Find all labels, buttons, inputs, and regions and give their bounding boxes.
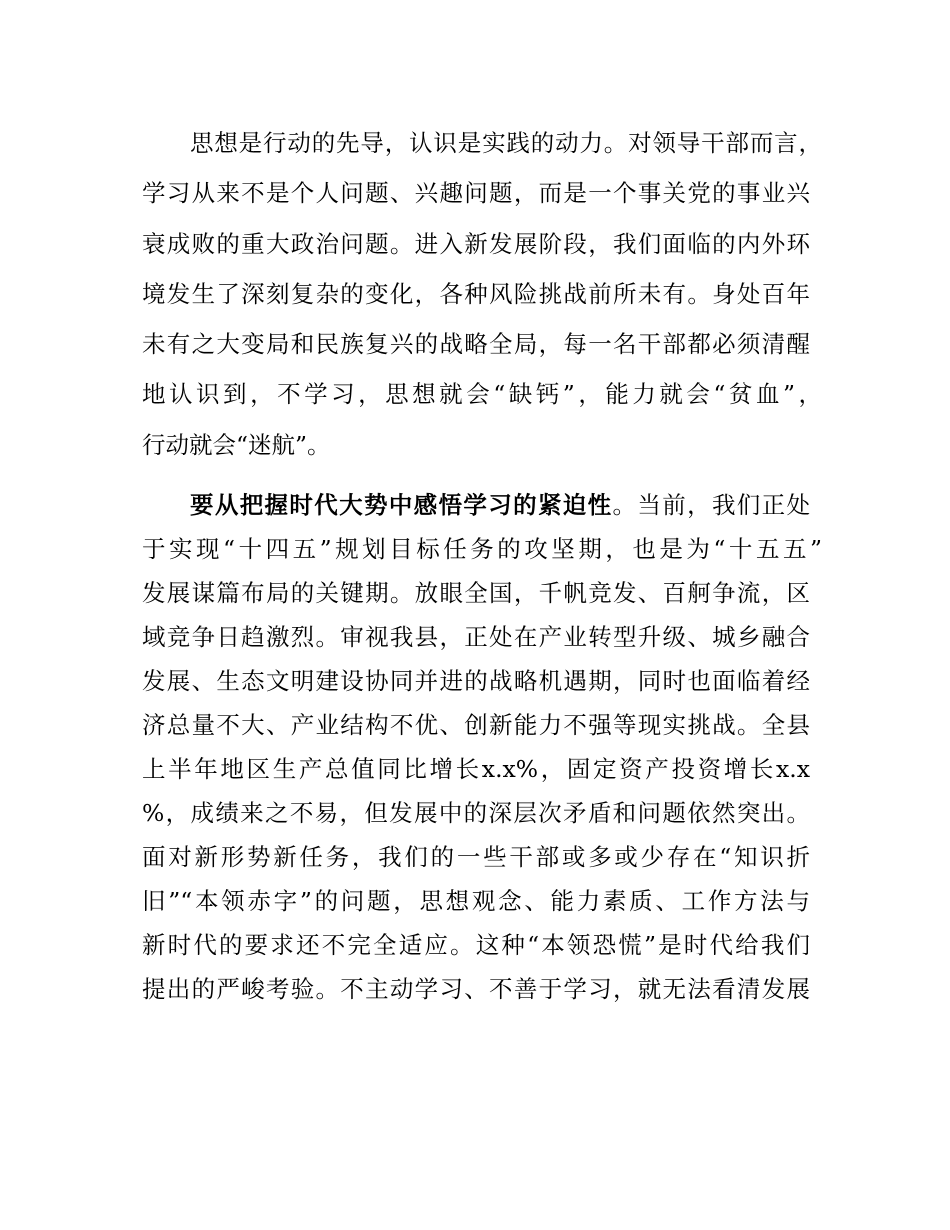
text-line: 济总量不大、产业结构不优、创新能力不强等现实挑战。全县 bbox=[142, 711, 810, 739]
paragraph-1 bbox=[142, 128, 822, 480]
heading-continuation: 。当前，我们正处 bbox=[612, 491, 811, 519]
text-line: 面对新形势新任务，我们的一些干部或多或少存在“知识折 bbox=[142, 843, 810, 871]
text-line-with-heading bbox=[142, 490, 810, 534]
text-line: 新时代的要求还不完全适应。这种“本领恐慌”是时代给我们 bbox=[142, 931, 810, 959]
text-line: 思想是行动的先导，认识是实践的动力。对领导干部而言， bbox=[190, 129, 822, 157]
text-line: 旧”“本领赤字”的问题，思想观念、能力素质、工作方法与 bbox=[142, 887, 810, 915]
text-line: 地认识到，不学习，思想就会“缺钙”，能力就会“贫血”， bbox=[142, 380, 822, 409]
text-line: 行动就会“迷航”。 bbox=[142, 430, 331, 459]
text-line: 发展谋篇布局的关键期。放眼全国，千帆竞发、百舸争流，区 bbox=[142, 579, 810, 607]
text-line: 域竞争日趋激烈。审视我县，正处在产业转型升级、城乡融合 bbox=[142, 623, 810, 651]
text-line: 于实现“十四五”规划目标任务的攻坚期，也是为“十五五” bbox=[142, 535, 822, 563]
text-line: 未有之大变局和民族复兴的战略全局，每一名干部都必须清醒 bbox=[142, 330, 810, 359]
bold-lead-heading: 要从把握时代大势中感悟学习的紧迫性 bbox=[190, 491, 613, 519]
text-line: %，成绩来之不易，但发展中的深层次矛盾和问题依然突出。 bbox=[142, 799, 810, 827]
paragraph-2 bbox=[142, 490, 822, 1018]
text-line: 境发生了深刻复杂的变化，各种风险挑战前所未有。身处百年 bbox=[142, 279, 810, 308]
text-line: 发展、生态文明建设协同并进的战略机遇期，同时也面临着经 bbox=[142, 667, 810, 695]
text-line: 学习从来不是个人问题、兴趣问题，而是一个事关党的事业兴 bbox=[142, 179, 810, 208]
text-line: 衰成败的重大政治问题。进入新发展阶段，我们面临的内外环 bbox=[142, 229, 810, 258]
text-line: 提出的严峻考验。不主动学习、不善于学习，就无法看清发展 bbox=[142, 975, 810, 1003]
text-line: 上半年地区生产总值同比增长x.x%，固定资产投资增长x.x bbox=[142, 755, 810, 783]
